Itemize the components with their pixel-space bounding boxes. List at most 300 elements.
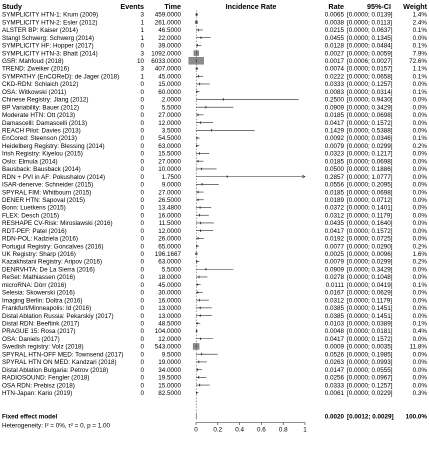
table-row	[2, 189, 427, 196]
rate-value: 0.2500	[324, 96, 344, 104]
table-row	[2, 259, 427, 266]
ci-value: [0.0000; 0.0139]	[347, 11, 393, 19]
ci-value: [0.0000; 0.0698]	[347, 112, 393, 120]
x-tick-label: 1	[303, 426, 307, 434]
time-value: 196.1667	[154, 251, 181, 259]
weight-value: 0.1%	[412, 88, 427, 96]
table-row	[2, 220, 427, 227]
weight-value: 0.0%	[412, 289, 427, 297]
events-value: 0	[140, 112, 144, 120]
weight-value: 0.4%	[412, 328, 427, 336]
ci-value: [0.0000; 0.1401]	[347, 204, 393, 212]
ci-value: [0.0000; 0.0157]	[347, 65, 393, 73]
time-value: 26.5000	[158, 196, 181, 204]
study-label: OSA: Witkowski (2011)	[2, 88, 67, 96]
study-label: Swedish registry: Volz (2018)	[2, 343, 84, 351]
rate-value: 0.0333	[324, 382, 344, 390]
x-tick-label: 0.8	[278, 426, 288, 434]
rate-value: 0.0079	[324, 142, 344, 150]
ci-value: [0.0000; 0.0181]	[347, 328, 393, 336]
events-value: 0	[140, 181, 144, 189]
study-label: RDN + PVI in AF: Pokushalov (2014)	[2, 173, 106, 181]
study-label: RESHAPE CV-Risk: Miroslawski (2016)	[2, 220, 113, 228]
study-label: SYMPLICITY HTN-3: Bhatt (2014)	[2, 50, 98, 58]
time-value: 12.0000	[158, 119, 181, 127]
rate-value: 0.0017	[324, 58, 344, 66]
weight-value: 1.6%	[412, 251, 427, 259]
study-label: SYMPLICITY HF: Hopper (2017)	[2, 42, 94, 50]
events-value: 0	[140, 351, 144, 359]
events-value: 0	[140, 227, 144, 235]
ci-value: [0.0000; 0.1179]	[347, 297, 393, 305]
time-value: 104.0000	[154, 328, 181, 336]
rate-value: 0.0185	[324, 158, 344, 166]
study-label: Irish Registry: Kiyelou (2015)	[2, 150, 83, 158]
study-label: Oslo: Elmula (2014)	[2, 158, 58, 166]
table-row	[2, 228, 427, 235]
weight-value: 0.0%	[412, 119, 427, 127]
rate-value: 0.0256	[324, 374, 344, 382]
table-row	[2, 205, 427, 212]
rate-value: 0.0074	[324, 65, 344, 73]
events-value: 3	[140, 65, 144, 73]
events-value: 0	[140, 42, 144, 50]
weight-value: 0.0%	[412, 196, 427, 204]
events-value: 0	[140, 389, 144, 397]
study-label: SYMPLICITY HTN-2: Esler (2012)	[2, 19, 98, 27]
time-value: 5.5000	[161, 104, 181, 112]
rate-value: 0.0222	[324, 73, 344, 81]
table-row	[2, 212, 427, 219]
weight-value: 0.0%	[412, 366, 427, 374]
table-row	[2, 89, 427, 96]
rate-value: 0.0385	[324, 305, 344, 313]
ci-value: [0.0000; 0.0484]	[347, 42, 393, 50]
ci-value: [0.0000; 0.0993]	[347, 359, 393, 367]
table-row	[2, 43, 427, 50]
rate-value: 0.0556	[324, 181, 344, 189]
study-label: REACH Pilot: Davies (2013)	[2, 127, 81, 135]
time-value: 543.0000	[154, 343, 181, 351]
table-row	[2, 35, 427, 42]
rate-value: 0.1429	[324, 127, 344, 135]
header-events: Events	[120, 2, 144, 11]
weight-value: 0.1%	[412, 135, 427, 143]
ci-value: [0.0000; 0.0314]	[347, 88, 393, 96]
events-value: 0	[140, 166, 144, 174]
ci-value: [0.0000; 0.1451]	[347, 312, 393, 320]
header-incidence-rate: Incidence Rate	[225, 2, 277, 11]
events-value: 3	[140, 50, 144, 58]
time-value: 82.5000	[158, 389, 181, 397]
weight-value: 0.0%	[412, 335, 427, 343]
events-value: 0	[140, 235, 144, 243]
time-value: 19.5000	[158, 374, 181, 382]
time-value: 3.5000	[161, 127, 181, 135]
events-value: 0	[140, 328, 144, 336]
time-value: 27.0000	[158, 112, 181, 120]
study-label: GSR: Mahfoud (2018)	[2, 58, 64, 66]
x-axis	[194, 423, 307, 434]
weight-value: 0.0%	[412, 351, 427, 359]
x-tick-label: 0.2	[213, 426, 223, 434]
ci-value: [0.0000; 0.0299]	[347, 142, 393, 150]
ci-value: [0.0000; 0.0389]	[347, 320, 393, 328]
time-value: 10.0000	[158, 166, 181, 174]
study-label: FLEX: Desch (2015)	[2, 212, 60, 220]
time-value: 22.0000	[158, 34, 181, 42]
study-label: microRNA: Dörr (2016)	[2, 281, 67, 289]
weight-value: 1.4%	[412, 11, 427, 19]
study-label: SYMPLICITY HTN-1: Krum (2009)	[2, 11, 99, 19]
ci-value: [0.0000; 0.0712]	[347, 196, 393, 204]
time-value: 6033.0000	[151, 58, 181, 66]
ci-value: [0.0000; 0.0290]	[347, 243, 393, 251]
header-ci: 95%-CI	[367, 2, 391, 11]
rate-value: 0.0061	[324, 389, 344, 397]
x-tick-label: 0	[194, 426, 198, 434]
table-row	[2, 305, 427, 312]
weight-value: 11.8%	[409, 343, 427, 351]
weight-value: 0.0%	[412, 81, 427, 89]
table-row	[2, 97, 427, 104]
weight-value: 0.0%	[412, 359, 427, 367]
time-value: 19.0000	[158, 359, 181, 367]
weight-value: 0.0%	[412, 150, 427, 158]
table-row	[2, 243, 427, 250]
study-label: ISAR-denerve: Schneider (2015)	[2, 181, 94, 189]
ci-value: [0.0000; 0.1179]	[347, 212, 393, 220]
rate-value: 0.0167	[324, 289, 344, 297]
table-row	[2, 367, 427, 374]
ci-value: [0.0000; 0.0299]	[347, 258, 393, 266]
rate-value: 0.0103	[324, 320, 344, 328]
events-value: 0	[140, 281, 144, 289]
study-label: RADIOSOUND: Fengler (2018)	[2, 374, 90, 382]
time-value: 45.0000	[158, 281, 181, 289]
time-value: 9.5000	[161, 351, 181, 359]
table-row	[2, 236, 427, 243]
time-value: 16.0000	[158, 297, 181, 305]
summary-label: Fixed effect model	[2, 413, 58, 421]
time-value: 261.0000	[154, 19, 181, 27]
weight-value: 0.3%	[412, 389, 427, 397]
weight-value: 0.0%	[412, 266, 427, 274]
events-value: 0	[140, 343, 144, 351]
table-row	[2, 359, 427, 366]
events-value: 0	[140, 189, 144, 197]
events-value: 0	[140, 274, 144, 282]
summary-rate: 0.0020	[324, 413, 344, 421]
study-label: Frankfurt/Minneapolis: Id (2016)	[2, 305, 92, 313]
ci-value: [0.0000; 0.0967]	[347, 374, 393, 382]
table-row	[2, 81, 427, 88]
events-value: 0	[140, 243, 144, 251]
time-value: 13.4800	[158, 204, 181, 212]
events-value: 0	[140, 335, 144, 343]
ci-value: [0.0000; 0.1257]	[347, 81, 393, 89]
ci-value: [0.0000; 0.0555]	[347, 366, 393, 374]
study-label: Bausback: Bausback (2014)	[2, 166, 81, 174]
rate-value: 0.0526	[324, 351, 344, 359]
time-value: 60.0000	[158, 88, 181, 96]
events-value: 0	[140, 312, 144, 320]
table-row	[2, 120, 427, 127]
summary-weight: 100.0%	[405, 413, 427, 421]
study-label: Stangl Schwerg: Schwerg (2014)	[2, 34, 95, 42]
table-row	[2, 290, 427, 297]
rate-value: 0.0189	[324, 196, 344, 204]
study-label: RDN-POL: Kadziela (2016)	[2, 235, 78, 243]
rate-value: 0.0009	[324, 343, 344, 351]
table-row	[2, 313, 427, 320]
rate-value: 0.0083	[324, 88, 344, 96]
table-row	[2, 197, 427, 204]
weight-value: 0.0%	[412, 189, 427, 197]
rate-value: 0.0323	[324, 150, 344, 158]
table-row	[2, 274, 427, 281]
time-value: 12.0000	[158, 335, 181, 343]
rate-value: 0.0263	[324, 359, 344, 367]
ci-value: [0.0000; 0.3429]	[347, 266, 393, 274]
study-label: SPYRAL FIM: Whitbourn (2015)	[2, 189, 92, 197]
weight-value: 0.0%	[412, 235, 427, 243]
rate-value: 0.0333	[324, 81, 344, 89]
table-row	[2, 344, 427, 351]
weight-value: 0.0%	[412, 166, 427, 174]
time-value: 12.0000	[158, 227, 181, 235]
ci-value: [0.0000; 0.1451]	[347, 305, 393, 313]
events-value: 0	[140, 359, 144, 367]
rate-value: 0.0417	[324, 119, 344, 127]
weight-value: 0.0%	[412, 227, 427, 235]
table-row	[2, 50, 427, 57]
weight-value: 0.1%	[412, 27, 427, 35]
rate-value: 0.0215	[324, 27, 344, 35]
weight-value: 0.0%	[412, 34, 427, 42]
ci-value: [0.0006; 0.0027]	[347, 58, 393, 66]
rate-value: 0.0147	[324, 366, 344, 374]
weight-value: 0.0%	[412, 312, 427, 320]
events-value: 0	[140, 320, 144, 328]
ci-value: [0.0000; 0.0113]	[347, 19, 393, 27]
time-value: 9.0000	[161, 181, 181, 189]
events-value: 0	[140, 251, 144, 259]
study-label: PRAGUE 15: Rosa (2017)	[2, 328, 76, 336]
table-row	[2, 382, 427, 389]
header-weight: Weight	[403, 2, 427, 11]
table-row	[2, 266, 427, 273]
plot-marks	[189, 11, 305, 420]
ci-value: [0.0000; 0.1345]	[347, 34, 393, 42]
table-row	[2, 390, 427, 397]
time-value: 15.5000	[158, 150, 181, 158]
column-headers	[2, 2, 428, 11]
rate-value: 0.0312	[324, 297, 344, 305]
table-row	[2, 351, 427, 358]
rate-value: 0.0185	[324, 189, 344, 197]
rate-value: 0.0038	[324, 19, 344, 27]
weight-value: 7.9%	[412, 50, 427, 58]
study-label: Distal Ablation Bulgaria: Petrov (2018)	[2, 366, 109, 374]
weight-value: 0.0%	[412, 274, 427, 282]
study-label: Chinese Registry: Jiang (2012)	[2, 96, 89, 104]
time-value: 13.0000	[158, 312, 181, 320]
time-value: 15.0000	[158, 81, 181, 89]
table-row	[2, 58, 427, 65]
time-value: 15.0000	[158, 382, 181, 390]
weight-value: 72.6%	[409, 58, 427, 66]
ci-value: [0.0000; 0.0229]	[347, 389, 393, 397]
rate-value: 0.2857	[324, 173, 344, 181]
rate-value: 0.0417	[324, 227, 344, 235]
table-row	[2, 19, 427, 26]
x-tick-label: 0.4	[235, 426, 244, 434]
time-value: 26.0000	[158, 235, 181, 243]
time-value: 54.5000	[158, 135, 181, 143]
rate-value: 0.0192	[324, 235, 344, 243]
ci-value: [0.0000; 0.0629]	[347, 289, 393, 297]
ci-value: [0.0000; 0.5388]	[347, 127, 393, 135]
weight-value: 0.1%	[412, 320, 427, 328]
events-value: 0	[140, 104, 144, 112]
rate-value: 0.0372	[324, 204, 344, 212]
table-row	[2, 12, 427, 19]
events-value: 0	[140, 204, 144, 212]
table-row	[2, 251, 427, 258]
study-label: DENER HTN: Sapoval (2015)	[2, 196, 85, 204]
table-row	[2, 73, 427, 80]
weight-value: 0.0%	[412, 127, 427, 135]
study-label: TREND: Zweiker (2016)	[2, 65, 70, 73]
study-label: Distal Ablation Russia: Pekarskiy (2017)	[2, 312, 114, 320]
rate-value: 0.0111	[325, 281, 344, 289]
ci-value: [0.0000; 0.0698]	[347, 189, 393, 197]
events-value: 0	[140, 150, 144, 158]
events-value: 1	[140, 73, 144, 81]
weight-value: 0.0%	[412, 204, 427, 212]
rate-value: 0.0385	[324, 312, 344, 320]
rate-value: 0.0025	[324, 251, 344, 259]
events-value: 0	[140, 266, 144, 274]
study-label: SPYRAL HTN ON MED: Kandzari (2018)	[2, 359, 117, 367]
time-value: 46.5000	[158, 27, 181, 35]
table-row	[2, 151, 427, 158]
study-label: Moderate HTN: Ott (2013)	[2, 112, 76, 120]
rate-value: 0.0185	[324, 112, 344, 120]
table-row	[2, 104, 427, 111]
events-value: 1	[140, 19, 144, 27]
events-value: 0	[140, 158, 144, 166]
study-label: CKD-RDN: Schlaich (2012)	[2, 81, 79, 89]
rate-value: 0.0027	[324, 50, 344, 58]
table-row	[2, 336, 427, 343]
rate-value: 0.0079	[324, 258, 344, 266]
time-value: 407.0000	[154, 65, 181, 73]
events-value: 0	[140, 127, 144, 135]
time-value: 16.0000	[158, 212, 181, 220]
weight-value: 1.1%	[412, 65, 427, 73]
time-value: 30.0000	[158, 289, 181, 297]
table-row	[2, 182, 427, 189]
rate-value: 0.0500	[324, 166, 344, 174]
study-label: Selesia: Skowerski (2016)	[2, 289, 75, 297]
time-value: 13.0000	[158, 305, 181, 313]
table-row	[2, 321, 427, 328]
weight-value: 0.0%	[412, 382, 427, 390]
study-label: Portugul Registry: Goncalves (2016)	[2, 243, 104, 251]
study-rows	[2, 12, 427, 397]
weight-value: 0.2%	[412, 142, 427, 150]
study-label: BP Variability: Bauer (2012)	[2, 104, 80, 112]
ci-value: [0.0000; 0.1217]	[347, 150, 393, 158]
rate-value: 0.0128	[324, 42, 344, 50]
events-value: 0	[140, 258, 144, 266]
events-value: 0	[140, 366, 144, 374]
events-value: 0	[140, 173, 144, 181]
header-rate: Rate	[328, 2, 344, 11]
events-value: 1	[140, 27, 144, 35]
rate-value: 0.0312	[324, 212, 344, 220]
study-label: OSA: Daniels (2017)	[2, 335, 60, 343]
time-value: 65.0000	[158, 243, 181, 251]
table-row	[2, 112, 427, 119]
table-row	[2, 143, 427, 150]
ci-value: [0.0000; 0.1886]	[347, 166, 393, 174]
ci-value: [0.0000; 0.1985]	[347, 351, 393, 359]
weight-value: 0.2%	[412, 258, 427, 266]
ci-value: [0.0000; 0.2095]	[347, 181, 393, 189]
header-study: Study	[2, 2, 22, 11]
time-value: 63.0000	[158, 142, 181, 150]
heterogeneity-note: Heterogeneity: I² = 0%, τ² = 0, p = 1.00	[2, 422, 111, 430]
study-label: ALSTER BP: Kaiser (2014)	[2, 27, 78, 35]
table-row	[2, 135, 427, 142]
ci-value: [0.0000; 0.0658]	[347, 73, 393, 81]
study-label: Distal RDN: Beeftink (2017)	[2, 320, 80, 328]
weight-value: 2.4%	[412, 19, 427, 27]
ci-value: [0.0000; 0.1572]	[347, 119, 393, 127]
events-value: 0	[140, 297, 144, 305]
weight-value: 0.0%	[412, 181, 427, 189]
time-value: 63.0000	[158, 258, 181, 266]
time-value: 18.0000	[158, 274, 181, 282]
study-label: Kazakhstani Registry: Aripov (2016)	[2, 258, 103, 266]
ci-value: [0.0000; 0.1048]	[347, 274, 393, 282]
events-value: 0	[140, 88, 144, 96]
study-label: UK Registry: Sharp (2016)	[2, 251, 76, 259]
weight-value: 0.0%	[412, 173, 427, 181]
study-label: ReSet: Mathiassen (2016)	[2, 274, 76, 282]
weight-value: 0.1%	[412, 73, 427, 81]
table-row	[2, 282, 427, 289]
table-row	[2, 27, 427, 34]
time-value: 1092.0000	[151, 50, 181, 58]
time-value: 27.0000	[158, 189, 181, 197]
rate-value: 0.0909	[324, 104, 344, 112]
study-label: SYMPATHY (EnCOReD): de Jager (2018)	[2, 73, 120, 81]
events-value: 0	[140, 220, 144, 228]
ci-value: [0.0000; 0.0035]	[347, 343, 393, 351]
events-value: 0	[140, 142, 144, 150]
weight-value: 0.0%	[412, 297, 427, 305]
table-row	[2, 66, 427, 73]
events-value: 0	[140, 96, 144, 104]
rate-value: 0.0065	[324, 11, 344, 19]
ci-value: [0.0000; 0.0059]	[347, 50, 393, 58]
time-value: 27.0000	[158, 158, 181, 166]
events-value: 1	[140, 34, 144, 42]
